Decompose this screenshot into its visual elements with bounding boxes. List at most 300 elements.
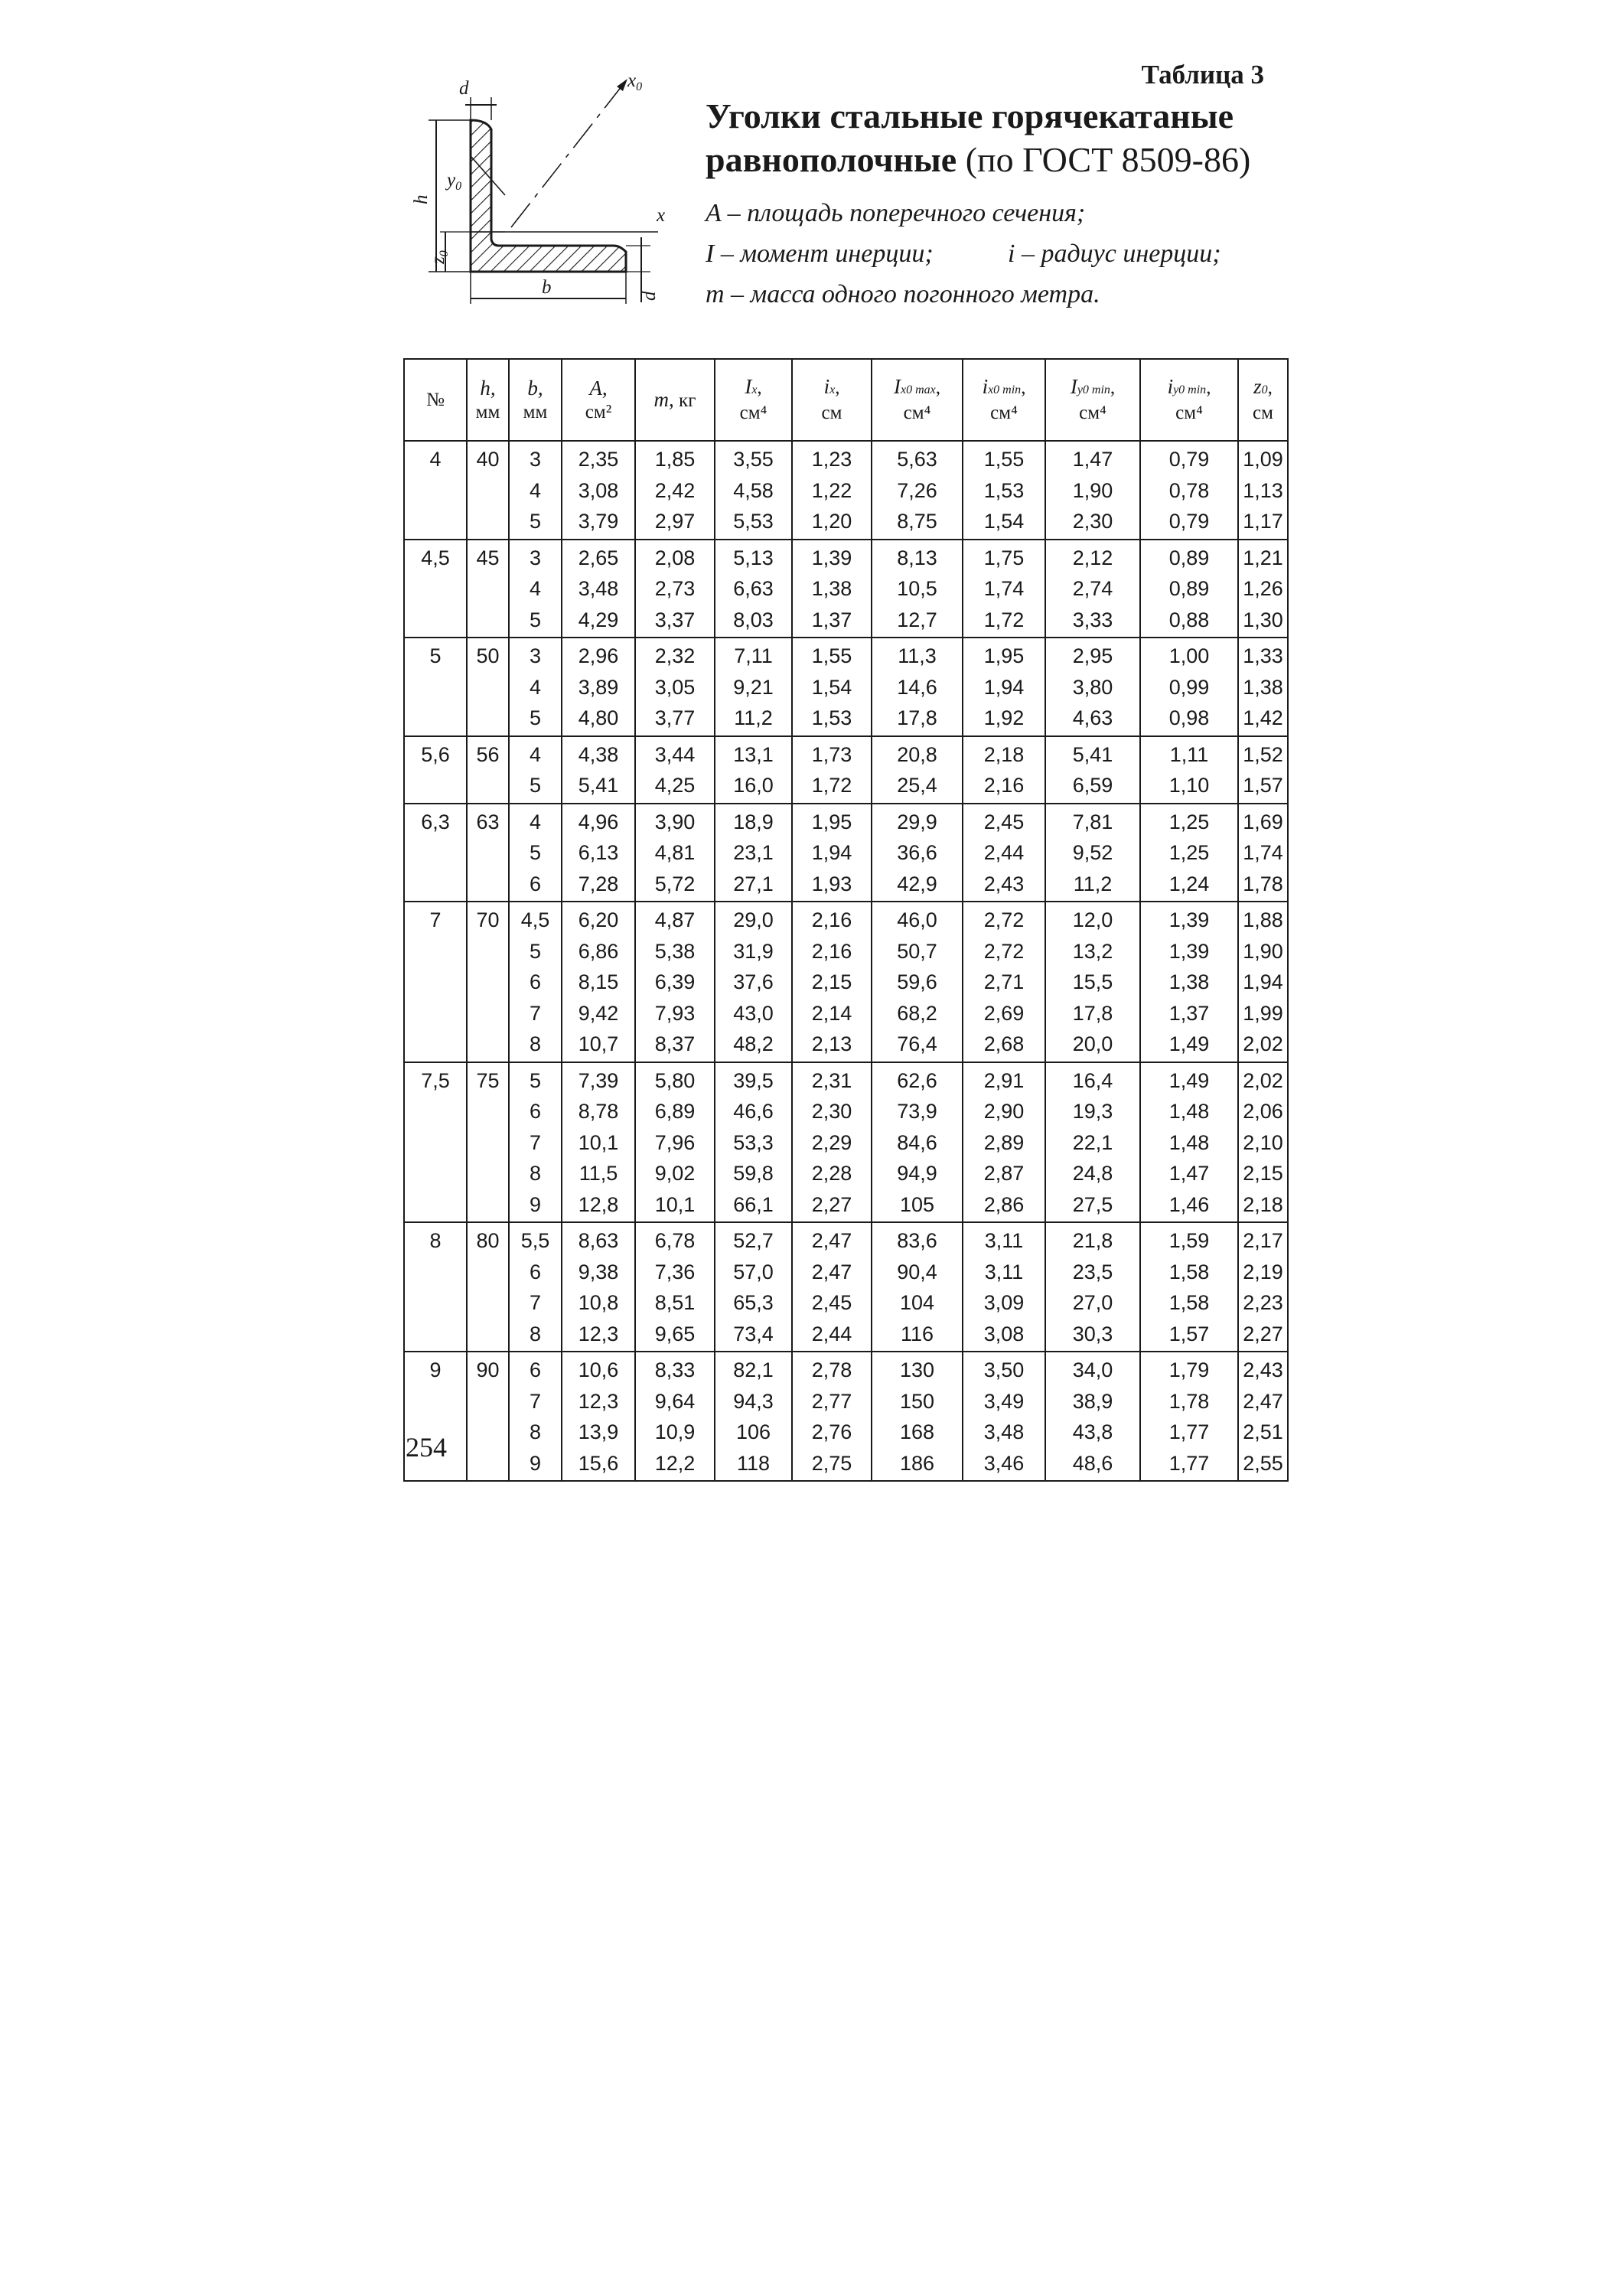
col-z0: z0, см (1238, 359, 1288, 441)
value: 1,95 (811, 810, 852, 833)
value: 7,39 (578, 1068, 619, 1092)
value: 1,53 (983, 478, 1025, 502)
value: 1,85 (654, 448, 696, 471)
value-cell (1045, 1352, 1140, 1481)
value: 8,75 (897, 510, 937, 533)
value: 11,3 (898, 644, 937, 667)
flange-width: 75 (467, 1062, 509, 1223)
page-title (706, 94, 1287, 181)
label-b: b (542, 277, 552, 298)
value: 8,03 (733, 608, 774, 631)
value: 10,1 (654, 1192, 696, 1216)
value: 1,00 (1168, 644, 1210, 667)
value: 3,08 (983, 1322, 1025, 1345)
value: 83,6 (897, 1229, 937, 1252)
value: 65,3 (733, 1291, 774, 1314)
value: 27,0 (1072, 1291, 1113, 1314)
value-cell (792, 638, 872, 736)
value: 17,8 (1072, 1001, 1113, 1025)
value: 1,57 (1168, 1322, 1210, 1345)
value-cell (1140, 902, 1238, 1062)
value: 5,72 (654, 872, 696, 895)
value: 22,1 (1072, 1130, 1113, 1154)
value-cell (562, 540, 635, 638)
legend-line-1: A – площадь поперечного сечения; (706, 199, 1086, 227)
value-cell (792, 902, 872, 1062)
value: 20,0 (1072, 1032, 1113, 1055)
value-cell (715, 902, 792, 1062)
value: 38,9 (1072, 1389, 1113, 1413)
value-cell (872, 441, 963, 540)
value: 84,6 (897, 1130, 937, 1154)
label-d-top: d (459, 78, 469, 99)
value: 39,5 (733, 1068, 774, 1092)
value: 7 (529, 1389, 542, 1413)
col-area: A, см² (562, 359, 635, 441)
value: 4 (529, 742, 542, 766)
value: 8 (529, 1322, 542, 1345)
value-cell (715, 804, 792, 902)
value: 1,75 (983, 546, 1025, 569)
col-ix-radius: ix, см (792, 359, 872, 441)
value: 1,21 (1243, 546, 1283, 569)
value-cell (635, 1352, 715, 1481)
value: 1,38 (811, 577, 852, 600)
table-header-row (404, 359, 1288, 441)
value: 6,89 (654, 1100, 696, 1123)
value: 8,63 (578, 1229, 619, 1252)
value-cell (635, 804, 715, 902)
value: 1,42 (1243, 706, 1283, 729)
value-cell (509, 804, 562, 902)
table-row (404, 902, 1288, 1062)
value: 3,77 (654, 706, 696, 729)
value-cell (562, 441, 635, 540)
value: 2,18 (1243, 1192, 1283, 1216)
value: 1,39 (811, 546, 852, 569)
angles-table (403, 358, 1289, 1482)
value: 11,2 (734, 706, 773, 729)
value: 1,30 (1243, 608, 1283, 631)
value: 2,30 (811, 1100, 852, 1123)
value-cell (1045, 1062, 1140, 1223)
value-cell (963, 1062, 1045, 1223)
value: 0,99 (1168, 675, 1210, 699)
value: 73,9 (897, 1100, 937, 1123)
value: 2,91 (983, 1068, 1025, 1092)
col-b: b, мм (509, 359, 562, 441)
value-cell (562, 902, 635, 1062)
value-cell (1140, 540, 1238, 638)
value: 48,2 (733, 1032, 774, 1055)
value: 27,5 (1072, 1192, 1113, 1216)
value-cell (635, 736, 715, 804)
value: 3,79 (578, 510, 619, 533)
value: 3,50 (983, 1358, 1025, 1381)
value: 3,49 (983, 1389, 1025, 1413)
flange-width: 63 (467, 804, 509, 902)
value-cell (963, 736, 1045, 804)
value: 1,47 (1168, 1162, 1210, 1185)
value-cell (562, 804, 635, 902)
value: 0,88 (1168, 608, 1210, 631)
page-number: 254 (406, 1432, 447, 1463)
value: 59,8 (733, 1162, 774, 1185)
value: 2,73 (654, 577, 696, 600)
value: 2,27 (1243, 1322, 1283, 1345)
value: 94,9 (897, 1162, 937, 1185)
value: 118 (736, 1451, 771, 1475)
value: 2,10 (1243, 1130, 1283, 1154)
value: 3,05 (654, 675, 696, 699)
value-cell (509, 441, 562, 540)
value: 46,0 (897, 908, 937, 931)
value: 3,89 (578, 675, 619, 699)
value: 2,16 (983, 774, 1025, 797)
flange-width: 45 (467, 540, 509, 638)
value: 1,94 (1243, 970, 1283, 993)
value: 24,8 (1072, 1162, 1113, 1185)
value: 1,38 (1168, 970, 1210, 993)
value: 1,54 (811, 675, 852, 699)
value: 2,90 (983, 1100, 1025, 1123)
value: 1,79 (1168, 1358, 1210, 1381)
value: 14,6 (897, 675, 937, 699)
value-cell (509, 1352, 562, 1481)
value: 1,33 (1243, 644, 1283, 667)
value: 1,38 (1243, 675, 1283, 699)
value: 7,96 (654, 1130, 696, 1154)
value: 94,3 (733, 1389, 774, 1413)
value: 7 (529, 1291, 542, 1314)
value: 30,3 (1072, 1322, 1113, 1345)
value: 1,69 (1243, 810, 1283, 833)
value: 1,49 (1168, 1068, 1210, 1092)
profile-number: 4 (404, 441, 467, 540)
value: 5,5 (520, 1229, 550, 1252)
value: 66,1 (733, 1192, 774, 1216)
value: 4 (529, 675, 542, 699)
value: 9,52 (1072, 841, 1113, 864)
value: 1,58 (1168, 1291, 1210, 1314)
value: 3,55 (733, 448, 774, 471)
profile-number: 7 (404, 902, 467, 1062)
value: 12,0 (1072, 908, 1113, 931)
value-cell (635, 638, 715, 736)
value: 6,63 (733, 577, 774, 600)
value-cell (1238, 1352, 1288, 1481)
value: 76,4 (897, 1032, 937, 1055)
value: 2,78 (811, 1358, 852, 1381)
value: 2,44 (811, 1322, 852, 1345)
value-cell (509, 1062, 562, 1223)
value: 1,54 (983, 510, 1025, 533)
profile-number: 9 (404, 1352, 467, 1481)
value: 1,20 (811, 510, 852, 533)
value: 12,7 (897, 608, 937, 631)
value: 7,26 (897, 478, 937, 502)
profile-number: 8 (404, 1222, 467, 1352)
value: 1,37 (811, 608, 852, 631)
value: 1,23 (811, 448, 852, 471)
value: 8,13 (897, 546, 937, 569)
value: 8,78 (578, 1100, 619, 1123)
value: 1,46 (1168, 1192, 1210, 1216)
value: 2,42 (654, 478, 696, 502)
value-cell (635, 1062, 715, 1223)
value: 0,78 (1168, 478, 1210, 502)
col-no: № (404, 359, 467, 441)
value-cell (509, 736, 562, 804)
value: 3 (529, 546, 542, 569)
value: 13,9 (578, 1420, 619, 1443)
value-cell (963, 804, 1045, 902)
value-cell (1045, 902, 1140, 1062)
value: 3 (529, 644, 542, 667)
value: 1,48 (1168, 1100, 1210, 1123)
value: 2,97 (654, 510, 696, 533)
value: 6,59 (1072, 774, 1113, 797)
value: 1,73 (811, 742, 852, 766)
value: 21,8 (1072, 1229, 1113, 1252)
value: 4,63 (1072, 706, 1113, 729)
value: 2,27 (811, 1192, 852, 1216)
value: 2,44 (983, 841, 1025, 864)
value: 2,47 (1243, 1389, 1283, 1413)
value-cell (1045, 638, 1140, 736)
value: 23,1 (733, 841, 774, 864)
value: 6 (529, 1260, 542, 1283)
label-d-right: d (639, 291, 660, 301)
value: 4,80 (578, 706, 619, 729)
value: 3,48 (578, 577, 619, 600)
value: 18,9 (733, 810, 774, 833)
value: 62,6 (897, 1068, 937, 1092)
value: 6 (529, 872, 542, 895)
value: 2,65 (578, 546, 619, 569)
value: 2,23 (1243, 1291, 1283, 1314)
value: 116 (900, 1322, 934, 1345)
value: 0,79 (1168, 510, 1210, 533)
value: 4 (529, 810, 542, 833)
value: 8,15 (578, 970, 619, 993)
value: 1,39 (1168, 939, 1210, 963)
value: 1,90 (1072, 478, 1113, 502)
value: 2,77 (811, 1389, 852, 1413)
value-cell (1140, 638, 1238, 736)
value: 2,17 (1243, 1229, 1283, 1252)
value-cell (562, 1222, 635, 1352)
value-cell (715, 1062, 792, 1223)
value: 1,52 (1243, 742, 1283, 766)
value: 2,68 (983, 1032, 1025, 1055)
value: 3,90 (654, 810, 696, 833)
value: 2,16 (811, 939, 852, 963)
value: 9,42 (578, 1001, 619, 1025)
col-iy0-radius: iy0 min, см⁴ (1140, 359, 1238, 441)
value: 1,55 (983, 448, 1025, 471)
value: 16,4 (1072, 1068, 1113, 1092)
value: 2,71 (983, 970, 1025, 993)
value: 20,8 (897, 742, 937, 766)
value: 52,7 (733, 1229, 774, 1252)
col-iy0-moment: Iy0 min, см⁴ (1045, 359, 1140, 441)
value: 2,43 (1243, 1358, 1283, 1381)
value: 25,4 (897, 774, 937, 797)
value: 1,13 (1243, 478, 1283, 502)
value: 12,3 (578, 1322, 619, 1345)
value: 5 (529, 939, 542, 963)
value: 105 (899, 1192, 935, 1216)
col-mass: m, кг (635, 359, 715, 441)
value: 10,9 (654, 1420, 696, 1443)
value: 37,6 (733, 970, 774, 993)
value-cell (1045, 736, 1140, 804)
value: 1,72 (983, 608, 1025, 631)
value: 5,13 (733, 546, 774, 569)
legend-line-3: m – масса одного погонного метра. (706, 280, 1100, 308)
value-cell (1140, 1222, 1238, 1352)
value-cell (1045, 804, 1140, 902)
value-cell (792, 1062, 872, 1223)
value: 1,90 (1243, 939, 1283, 963)
value: 150 (899, 1389, 935, 1413)
value: 29,9 (897, 810, 937, 833)
value: 1,58 (1168, 1260, 1210, 1283)
value: 2,89 (983, 1130, 1025, 1154)
value: 2,16 (811, 908, 852, 931)
value: 7,28 (578, 872, 619, 895)
flange-width: 56 (467, 736, 509, 804)
value-cell (1045, 441, 1140, 540)
legend-inertia-moment: I – момент инерции; (706, 240, 934, 268)
value: 4,38 (578, 742, 619, 766)
value: 12,2 (654, 1451, 696, 1475)
value-cell (1238, 638, 1288, 736)
value: 2,19 (1243, 1260, 1283, 1283)
value: 36,6 (897, 841, 937, 864)
value: 1,72 (811, 774, 852, 797)
value: 6 (529, 970, 542, 993)
value-cell (1238, 540, 1288, 638)
legend-inertia-radius: i – радиус инерции; (1008, 240, 1221, 268)
value: 1,09 (1243, 448, 1283, 471)
value: 34,0 (1072, 1358, 1113, 1381)
value: 6,39 (654, 970, 696, 993)
value: 57,0 (733, 1260, 774, 1283)
value: 2,72 (983, 939, 1025, 963)
value: 10,1 (578, 1130, 619, 1154)
value: 1,39 (1168, 908, 1210, 931)
value: 186 (899, 1451, 935, 1475)
value: 1,25 (1168, 841, 1210, 864)
value: 3,37 (654, 608, 696, 631)
label-x: x (657, 205, 666, 226)
value-cell (792, 1222, 872, 1352)
value-cell (872, 540, 963, 638)
flange-width: 50 (467, 638, 509, 736)
value: 4,25 (654, 774, 696, 797)
value: 2,08 (654, 546, 696, 569)
value: 2,15 (1243, 1162, 1283, 1185)
value: 2,87 (983, 1162, 1025, 1185)
value: 46,6 (733, 1100, 774, 1123)
value: 5,38 (654, 939, 696, 963)
value: 2,15 (811, 970, 852, 993)
table-row (404, 1062, 1288, 1223)
value: 4,96 (578, 810, 619, 833)
value: 2,14 (811, 1001, 852, 1025)
value: 1,77 (1168, 1451, 1210, 1475)
label-x0: $x_0$ (627, 70, 643, 93)
value: 9 (529, 1451, 542, 1475)
value-cell (1045, 540, 1140, 638)
value: 5 (529, 608, 542, 631)
table-row (404, 540, 1288, 638)
value: 1,10 (1168, 774, 1210, 797)
value-cell (872, 902, 963, 1062)
value: 2,95 (1072, 644, 1113, 667)
value: 1,74 (983, 577, 1025, 600)
value-cell (1045, 1222, 1140, 1352)
value-cell (509, 540, 562, 638)
value-cell (1238, 441, 1288, 540)
value: 1,24 (1168, 872, 1210, 895)
value: 2,28 (811, 1162, 852, 1185)
value: 0,79 (1168, 448, 1210, 471)
value-cell (872, 638, 963, 736)
value: 2,69 (983, 1001, 1025, 1025)
legend-line-2 (706, 233, 1318, 274)
value-cell (509, 638, 562, 736)
value-cell (963, 1352, 1045, 1481)
value: 1,25 (1168, 810, 1210, 833)
value: 4 (529, 478, 542, 502)
value: 8,51 (654, 1291, 696, 1314)
table-row (404, 1352, 1288, 1481)
flange-width: 90 (467, 1352, 509, 1481)
value-cell (1238, 736, 1288, 804)
value-cell (792, 804, 872, 902)
value: 1,57 (1243, 774, 1283, 797)
value-cell (792, 1352, 872, 1481)
value-cell (715, 1352, 792, 1481)
value: 1,37 (1168, 1001, 1210, 1025)
value: 1,49 (1168, 1032, 1210, 1055)
value: 1,26 (1243, 577, 1283, 600)
value-cell (872, 1222, 963, 1352)
value-cell (1238, 1222, 1288, 1352)
angle-profile (471, 120, 626, 272)
label-h: h (411, 194, 432, 204)
value: 7,36 (654, 1260, 696, 1283)
value: 2,12 (1072, 546, 1113, 569)
profile-number: 5 (404, 638, 467, 736)
value-cell (963, 1222, 1045, 1352)
value: 43,0 (733, 1001, 774, 1025)
value: 7,93 (654, 1001, 696, 1025)
value: 1,22 (811, 478, 852, 502)
table-row (404, 1222, 1288, 1352)
value: 1,11 (1169, 742, 1209, 766)
label-y0: $y_0$ (447, 170, 462, 193)
value: 168 (899, 1420, 935, 1443)
value: 8 (529, 1420, 542, 1443)
value: 2,51 (1243, 1420, 1283, 1443)
profile-number: 6,3 (404, 804, 467, 902)
value-cell (562, 1352, 635, 1481)
value: 2,75 (811, 1451, 852, 1475)
